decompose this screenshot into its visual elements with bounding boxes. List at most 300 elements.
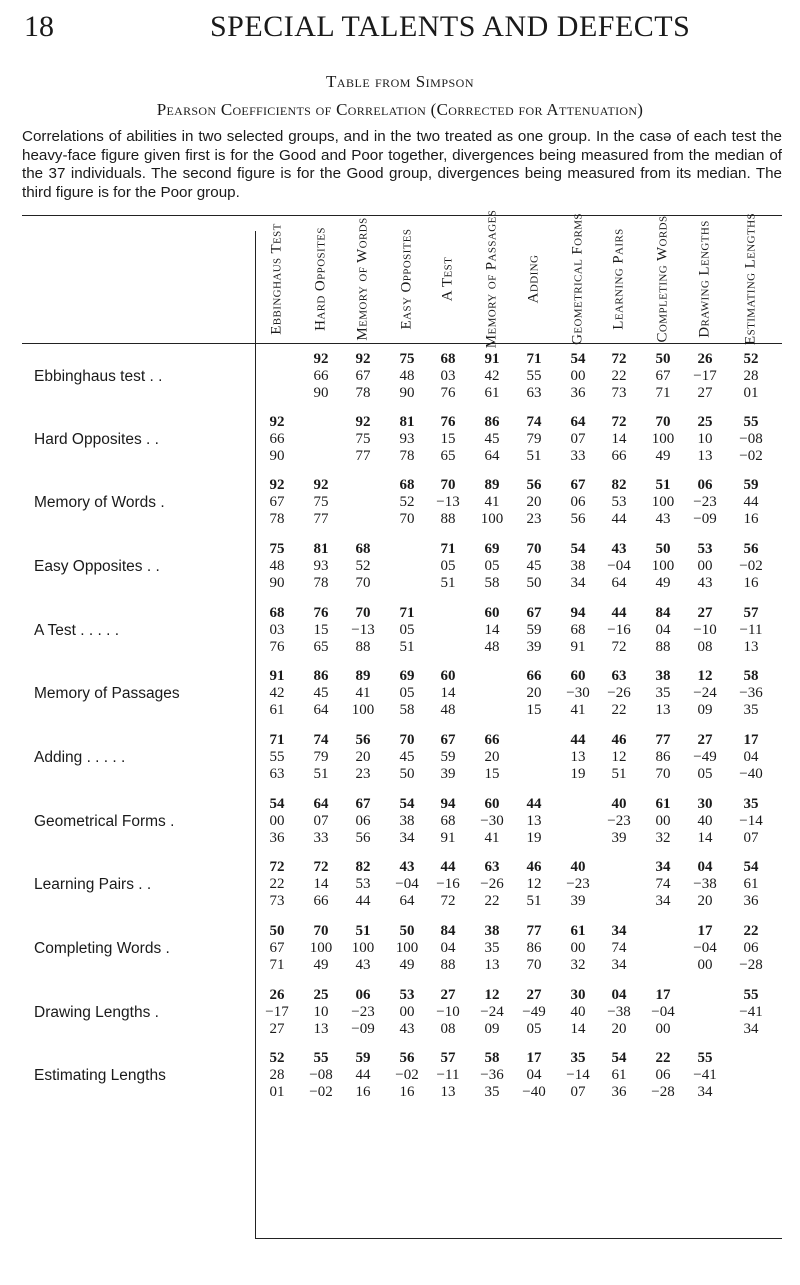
table-cell: [343, 605, 383, 656]
combined-coefficient: 72: [611, 351, 627, 367]
poor-group-coefficient: −40: [522, 1084, 546, 1100]
table-cell: [257, 1050, 297, 1101]
table-cell: [599, 1050, 639, 1101]
good-group-coefficient: 74: [611, 940, 627, 956]
good-group-coefficient: −13: [351, 622, 375, 638]
table-cell: [643, 477, 683, 528]
poor-group-coefficient: −02: [739, 448, 763, 464]
combined-coefficient: 64: [570, 414, 586, 430]
good-group-coefficient: −02: [739, 558, 763, 574]
combined-coefficient: 70: [440, 477, 456, 493]
combined-coefficient: 44: [570, 732, 586, 748]
table-cell: [257, 414, 297, 465]
table-cell: [257, 605, 297, 656]
combined-coefficient: 64: [313, 796, 329, 812]
combined-coefficient: 60: [484, 605, 500, 621]
combined-coefficient: 72: [269, 859, 285, 875]
column-header: [565, 212, 591, 345]
poor-group-coefficient: 36: [611, 1084, 627, 1100]
good-group-coefficient: 67: [655, 368, 671, 384]
poor-group-coefficient: 51: [440, 575, 456, 591]
good-group-coefficient: 75: [355, 431, 371, 447]
poor-group-coefficient: 51: [526, 448, 542, 464]
table-cell: [387, 477, 427, 528]
good-group-coefficient: 68: [570, 622, 586, 638]
combined-coefficient: 92: [269, 414, 285, 430]
good-group-coefficient: 41: [484, 494, 500, 510]
table-cell: [514, 351, 554, 402]
poor-group-coefficient: 00: [697, 957, 713, 973]
table-cell: [685, 668, 725, 719]
combined-coefficient: 92: [313, 477, 329, 493]
good-group-coefficient: 06: [570, 494, 586, 510]
good-group-coefficient: 00: [570, 940, 586, 956]
table-cell: [343, 923, 383, 974]
table-cell: [514, 923, 554, 974]
table-cell: [643, 605, 683, 656]
poor-group-coefficient: 64: [484, 448, 500, 464]
poor-group-coefficient: 43: [697, 575, 713, 591]
column-header: [264, 222, 290, 335]
combined-coefficient: 56: [399, 1050, 415, 1066]
column-header: [606, 227, 632, 330]
combined-coefficient: 30: [697, 796, 713, 812]
poor-group-coefficient: 91: [570, 639, 586, 655]
poor-group-coefficient: 08: [440, 1021, 456, 1037]
good-group-coefficient: −24: [480, 1004, 504, 1020]
poor-group-coefficient: 65: [313, 639, 329, 655]
table-cell: [387, 987, 427, 1038]
good-group-coefficient: 48: [269, 558, 285, 574]
poor-group-coefficient: 20: [697, 893, 713, 909]
combined-coefficient: 58: [743, 668, 759, 684]
good-group-coefficient: 06: [655, 1067, 671, 1083]
combined-coefficient: 27: [697, 732, 713, 748]
good-group-coefficient: 42: [269, 685, 285, 701]
combined-coefficient: 56: [355, 732, 371, 748]
table-cell: [685, 732, 725, 783]
combined-coefficient: 71: [440, 541, 456, 557]
poor-group-coefficient: 88: [355, 639, 371, 655]
poor-group-coefficient: 56: [570, 511, 586, 527]
poor-group-coefficient: 66: [313, 893, 329, 909]
table-cell: [428, 796, 468, 847]
combined-coefficient: 82: [355, 859, 371, 875]
poor-group-coefficient: 34: [743, 1021, 759, 1037]
combined-coefficient: 30: [570, 987, 586, 1003]
poor-group-coefficient: 34: [399, 830, 415, 846]
table-cell: [599, 668, 639, 719]
table-cell: [257, 668, 297, 719]
good-group-coefficient: 04: [655, 622, 671, 638]
poor-group-coefficient: 27: [269, 1021, 285, 1037]
table-cell: [643, 796, 683, 847]
good-group-coefficient: 14: [484, 622, 500, 638]
table-cell: [472, 477, 512, 528]
combined-coefficient: 50: [269, 923, 285, 939]
good-group-coefficient: 59: [440, 749, 456, 765]
combined-coefficient: 57: [440, 1050, 456, 1066]
table-cell: [428, 859, 468, 910]
combined-coefficient: 56: [743, 541, 759, 557]
table-cell: [643, 1050, 683, 1101]
combined-coefficient: 27: [697, 605, 713, 621]
good-group-coefficient: −36: [480, 1067, 504, 1083]
poor-group-coefficient: 16: [355, 1084, 371, 1100]
combined-coefficient: 72: [611, 414, 627, 430]
table-cell: [514, 1050, 554, 1101]
good-group-coefficient: 35: [484, 940, 500, 956]
combined-coefficient: 52: [743, 351, 759, 367]
good-group-coefficient: 03: [269, 622, 285, 638]
poor-group-coefficient: 43: [399, 1021, 415, 1037]
poor-group-coefficient: 76: [440, 385, 456, 401]
combined-coefficient: 60: [440, 668, 456, 684]
good-group-coefficient: 03: [440, 368, 456, 384]
poor-group-coefficient: 00: [655, 1021, 671, 1037]
poor-group-coefficient: 65: [440, 448, 456, 464]
combined-coefficient: 81: [313, 541, 329, 557]
combined-coefficient: 91: [269, 668, 285, 684]
table-cell: [685, 477, 725, 528]
table-cell: [257, 859, 297, 910]
combined-coefficient: 26: [269, 987, 285, 1003]
combined-coefficient: 54: [611, 1050, 627, 1066]
table-cell: [257, 477, 297, 528]
poor-group-coefficient: 58: [399, 702, 415, 718]
good-group-coefficient: 45: [313, 685, 329, 701]
table-cell: [343, 541, 383, 592]
good-group-coefficient: 40: [570, 1004, 586, 1020]
row-label: Hard Opposites . .: [34, 431, 159, 448]
poor-group-coefficient: 13: [313, 1021, 329, 1037]
table-cell: [599, 351, 639, 402]
poor-group-coefficient: 23: [355, 766, 371, 782]
column-header: [650, 215, 676, 342]
good-group-coefficient: 55: [269, 749, 285, 765]
table-cell: [257, 732, 297, 783]
table-cell: [514, 987, 554, 1038]
good-group-coefficient: −49: [693, 749, 717, 765]
combined-coefficient: 34: [611, 923, 627, 939]
table-cell: [599, 732, 639, 783]
table-cell: [643, 987, 683, 1038]
table-cell: [343, 796, 383, 847]
poor-group-coefficient: 39: [570, 893, 586, 909]
poor-group-coefficient: 63: [269, 766, 285, 782]
good-group-coefficient: 22: [611, 368, 627, 384]
poor-group-coefficient: 49: [655, 575, 671, 591]
table-stub-rule: [255, 231, 256, 1239]
column-header: [308, 226, 334, 331]
good-group-coefficient: 15: [313, 622, 329, 638]
running-head: SPECIAL TALENTS AND DEFECTS: [210, 10, 691, 43]
table-title: Table from Simpson: [325, 72, 475, 91]
poor-group-coefficient: 07: [743, 830, 759, 846]
table-cell: [599, 414, 639, 465]
good-group-coefficient: 67: [355, 368, 371, 384]
good-group-coefficient: 20: [484, 749, 500, 765]
good-group-coefficient: −14: [566, 1067, 590, 1083]
table-cell: [428, 477, 468, 528]
good-group-coefficient: −11: [436, 1067, 460, 1083]
good-group-coefficient: −17: [265, 1004, 289, 1020]
combined-coefficient: 17: [697, 923, 713, 939]
poor-group-coefficient: 88: [655, 639, 671, 655]
good-group-coefficient: 12: [526, 876, 542, 892]
combined-coefficient: 86: [484, 414, 500, 430]
poor-group-coefficient: 13: [743, 639, 759, 655]
good-group-coefficient: −04: [607, 558, 631, 574]
column-header-label: Completing Words: [654, 215, 671, 342]
column-header: [435, 231, 461, 326]
good-group-coefficient: 45: [399, 749, 415, 765]
poor-group-coefficient: 77: [313, 511, 329, 527]
good-group-coefficient: 14: [313, 876, 329, 892]
column-header-label: Hard Opposites: [312, 226, 329, 331]
column-header: [521, 231, 547, 326]
poor-group-coefficient: 39: [611, 830, 627, 846]
combined-coefficient: 71: [526, 351, 542, 367]
poor-group-coefficient: 71: [269, 957, 285, 973]
combined-coefficient: 06: [697, 477, 713, 493]
table-cell: [257, 796, 297, 847]
good-group-coefficient: 100: [309, 940, 333, 956]
table-cell: [514, 668, 554, 719]
poor-group-coefficient: 72: [611, 639, 627, 655]
poor-group-coefficient: −28: [651, 1084, 675, 1100]
good-group-coefficient: 100: [395, 940, 419, 956]
table-cell: [343, 668, 383, 719]
good-group-coefficient: 07: [570, 431, 586, 447]
table-cell: [387, 1050, 427, 1101]
good-group-coefficient: 40: [697, 813, 713, 829]
good-group-coefficient: −08: [739, 431, 763, 447]
table-cell: [558, 668, 598, 719]
combined-coefficient: 70: [399, 732, 415, 748]
combined-coefficient: 35: [743, 796, 759, 812]
row-label: Easy Opposites . .: [34, 558, 160, 575]
good-group-coefficient: 20: [355, 749, 371, 765]
good-group-coefficient: 35: [655, 685, 671, 701]
table-cell: [731, 541, 771, 592]
poor-group-coefficient: 58: [484, 575, 500, 591]
good-group-coefficient: −23: [693, 494, 717, 510]
combined-coefficient: 92: [355, 351, 371, 367]
good-group-coefficient: 00: [399, 1004, 415, 1020]
combined-coefficient: 53: [697, 541, 713, 557]
poor-group-coefficient: 08: [697, 639, 713, 655]
good-group-coefficient: 52: [399, 494, 415, 510]
combined-coefficient: 60: [484, 796, 500, 812]
combined-coefficient: 50: [655, 351, 671, 367]
table-cell: [514, 796, 554, 847]
table-cell: [643, 732, 683, 783]
poor-group-coefficient: 78: [313, 575, 329, 591]
table-cell: [685, 351, 725, 402]
poor-group-coefficient: −09: [693, 511, 717, 527]
combined-coefficient: 35: [570, 1050, 586, 1066]
good-group-coefficient: 00: [697, 558, 713, 574]
combined-coefficient: 68: [440, 351, 456, 367]
column-header: [350, 216, 376, 341]
poor-group-coefficient: 41: [484, 830, 500, 846]
combined-coefficient: 69: [484, 541, 500, 557]
table-cell: [472, 1050, 512, 1101]
combined-coefficient: 54: [399, 796, 415, 812]
combined-coefficient: 46: [611, 732, 627, 748]
poor-group-coefficient: 43: [655, 511, 671, 527]
poor-group-coefficient: 51: [526, 893, 542, 909]
table-header-rule: [22, 343, 782, 344]
table-cell: [472, 414, 512, 465]
good-group-coefficient: 52: [355, 558, 371, 574]
row-label: Geometrical Forms .: [34, 813, 175, 830]
table-cell: [558, 923, 598, 974]
table-cell: [428, 732, 468, 783]
poor-group-coefficient: −28: [739, 957, 763, 973]
good-group-coefficient: −04: [395, 876, 419, 892]
combined-coefficient: 46: [526, 859, 542, 875]
poor-group-coefficient: −40: [739, 766, 763, 782]
column-header-label: Memory of Words: [354, 216, 371, 341]
table-cell: [685, 1050, 725, 1101]
table-cell: [599, 477, 639, 528]
table-cell: [685, 859, 725, 910]
poor-group-coefficient: 51: [611, 766, 627, 782]
good-group-coefficient: 20: [526, 494, 542, 510]
table-cell: [387, 796, 427, 847]
column-header: [692, 219, 718, 338]
good-group-coefficient: 42: [484, 368, 500, 384]
poor-group-coefficient: 66: [611, 448, 627, 464]
good-group-coefficient: 41: [355, 685, 371, 701]
poor-group-coefficient: 13: [440, 1084, 456, 1100]
good-group-coefficient: 14: [611, 431, 627, 447]
combined-coefficient: 92: [313, 351, 329, 367]
poor-group-coefficient: 49: [399, 957, 415, 973]
poor-group-coefficient: 49: [655, 448, 671, 464]
table-cell: [257, 541, 297, 592]
good-group-coefficient: −26: [607, 685, 631, 701]
table-cell: [428, 541, 468, 592]
good-group-coefficient: 45: [484, 431, 500, 447]
good-group-coefficient: 53: [355, 876, 371, 892]
row-label: Estimating Lengths: [34, 1067, 166, 1084]
good-group-coefficient: 74: [655, 876, 671, 892]
poor-group-coefficient: 44: [611, 511, 627, 527]
combined-coefficient: 53: [399, 987, 415, 1003]
good-group-coefficient: 100: [351, 940, 375, 956]
good-group-coefficient: −23: [607, 813, 631, 829]
table-cell: [428, 414, 468, 465]
combined-coefficient: 66: [526, 668, 542, 684]
good-group-coefficient: 61: [743, 876, 759, 892]
table-cell: [514, 414, 554, 465]
poor-group-coefficient: 71: [655, 385, 671, 401]
good-group-coefficient: −49: [522, 1004, 546, 1020]
poor-group-coefficient: 35: [743, 702, 759, 718]
combined-coefficient: 54: [570, 351, 586, 367]
column-header-label: Adding: [525, 254, 542, 303]
poor-group-coefficient: 32: [570, 957, 586, 973]
combined-coefficient: 81: [399, 414, 415, 430]
table-cell: [731, 477, 771, 528]
combined-coefficient: 54: [269, 796, 285, 812]
combined-coefficient: 26: [697, 351, 713, 367]
combined-coefficient: 59: [743, 477, 759, 493]
combined-coefficient: 27: [440, 987, 456, 1003]
table-cell: [731, 351, 771, 402]
table-cell: [643, 668, 683, 719]
good-group-coefficient: 66: [313, 368, 329, 384]
combined-coefficient: 89: [484, 477, 500, 493]
combined-coefficient: 72: [313, 859, 329, 875]
poor-group-coefficient: 88: [440, 957, 456, 973]
good-group-coefficient: 06: [355, 813, 371, 829]
good-group-coefficient: −30: [480, 813, 504, 829]
column-header-label: Ebbinghaus Test: [268, 222, 285, 335]
combined-coefficient: 04: [611, 987, 627, 1003]
table-cell: [257, 923, 297, 974]
poor-group-coefficient: 64: [611, 575, 627, 591]
poor-group-coefficient: 64: [313, 702, 329, 718]
good-group-coefficient: 06: [743, 940, 759, 956]
table-cell: [472, 987, 512, 1038]
poor-group-coefficient: 100: [351, 702, 375, 718]
poor-group-coefficient: 13: [697, 448, 713, 464]
good-group-coefficient: 55: [526, 368, 542, 384]
combined-coefficient: 94: [440, 796, 456, 812]
column-header-label: A Test: [439, 256, 456, 301]
good-group-coefficient: 45: [526, 558, 542, 574]
good-group-coefficient: 00: [570, 368, 586, 384]
combined-coefficient: 55: [743, 414, 759, 430]
combined-coefficient: 44: [440, 859, 456, 875]
poor-group-coefficient: 90: [399, 385, 415, 401]
combined-coefficient: 75: [399, 351, 415, 367]
good-group-coefficient: −16: [436, 876, 460, 892]
table-cell: [472, 732, 512, 783]
good-group-coefficient: −26: [480, 876, 504, 892]
table-cell: [387, 605, 427, 656]
good-group-coefficient: 100: [651, 431, 675, 447]
poor-group-coefficient: 16: [743, 511, 759, 527]
good-group-coefficient: 100: [651, 494, 675, 510]
poor-group-coefficient: 78: [269, 511, 285, 527]
poor-group-coefficient: 13: [655, 702, 671, 718]
table-cell: [301, 923, 341, 974]
good-group-coefficient: 14: [440, 685, 456, 701]
good-group-coefficient: 79: [313, 749, 329, 765]
good-group-coefficient: 59: [526, 622, 542, 638]
poor-group-coefficient: 78: [399, 448, 415, 464]
poor-group-coefficient: 05: [697, 766, 713, 782]
table-cell: [514, 477, 554, 528]
poor-group-coefficient: 77: [355, 448, 371, 464]
poor-group-coefficient: 09: [484, 1021, 500, 1037]
poor-group-coefficient: 56: [355, 830, 371, 846]
good-group-coefficient: 13: [526, 813, 542, 829]
poor-group-coefficient: 19: [526, 830, 542, 846]
combined-coefficient: 67: [570, 477, 586, 493]
good-group-coefficient: −30: [566, 685, 590, 701]
poor-group-coefficient: 16: [399, 1084, 415, 1100]
combined-coefficient: 67: [440, 732, 456, 748]
good-group-coefficient: 00: [655, 813, 671, 829]
good-group-coefficient: −41: [739, 1004, 763, 1020]
good-group-coefficient: 38: [570, 558, 586, 574]
